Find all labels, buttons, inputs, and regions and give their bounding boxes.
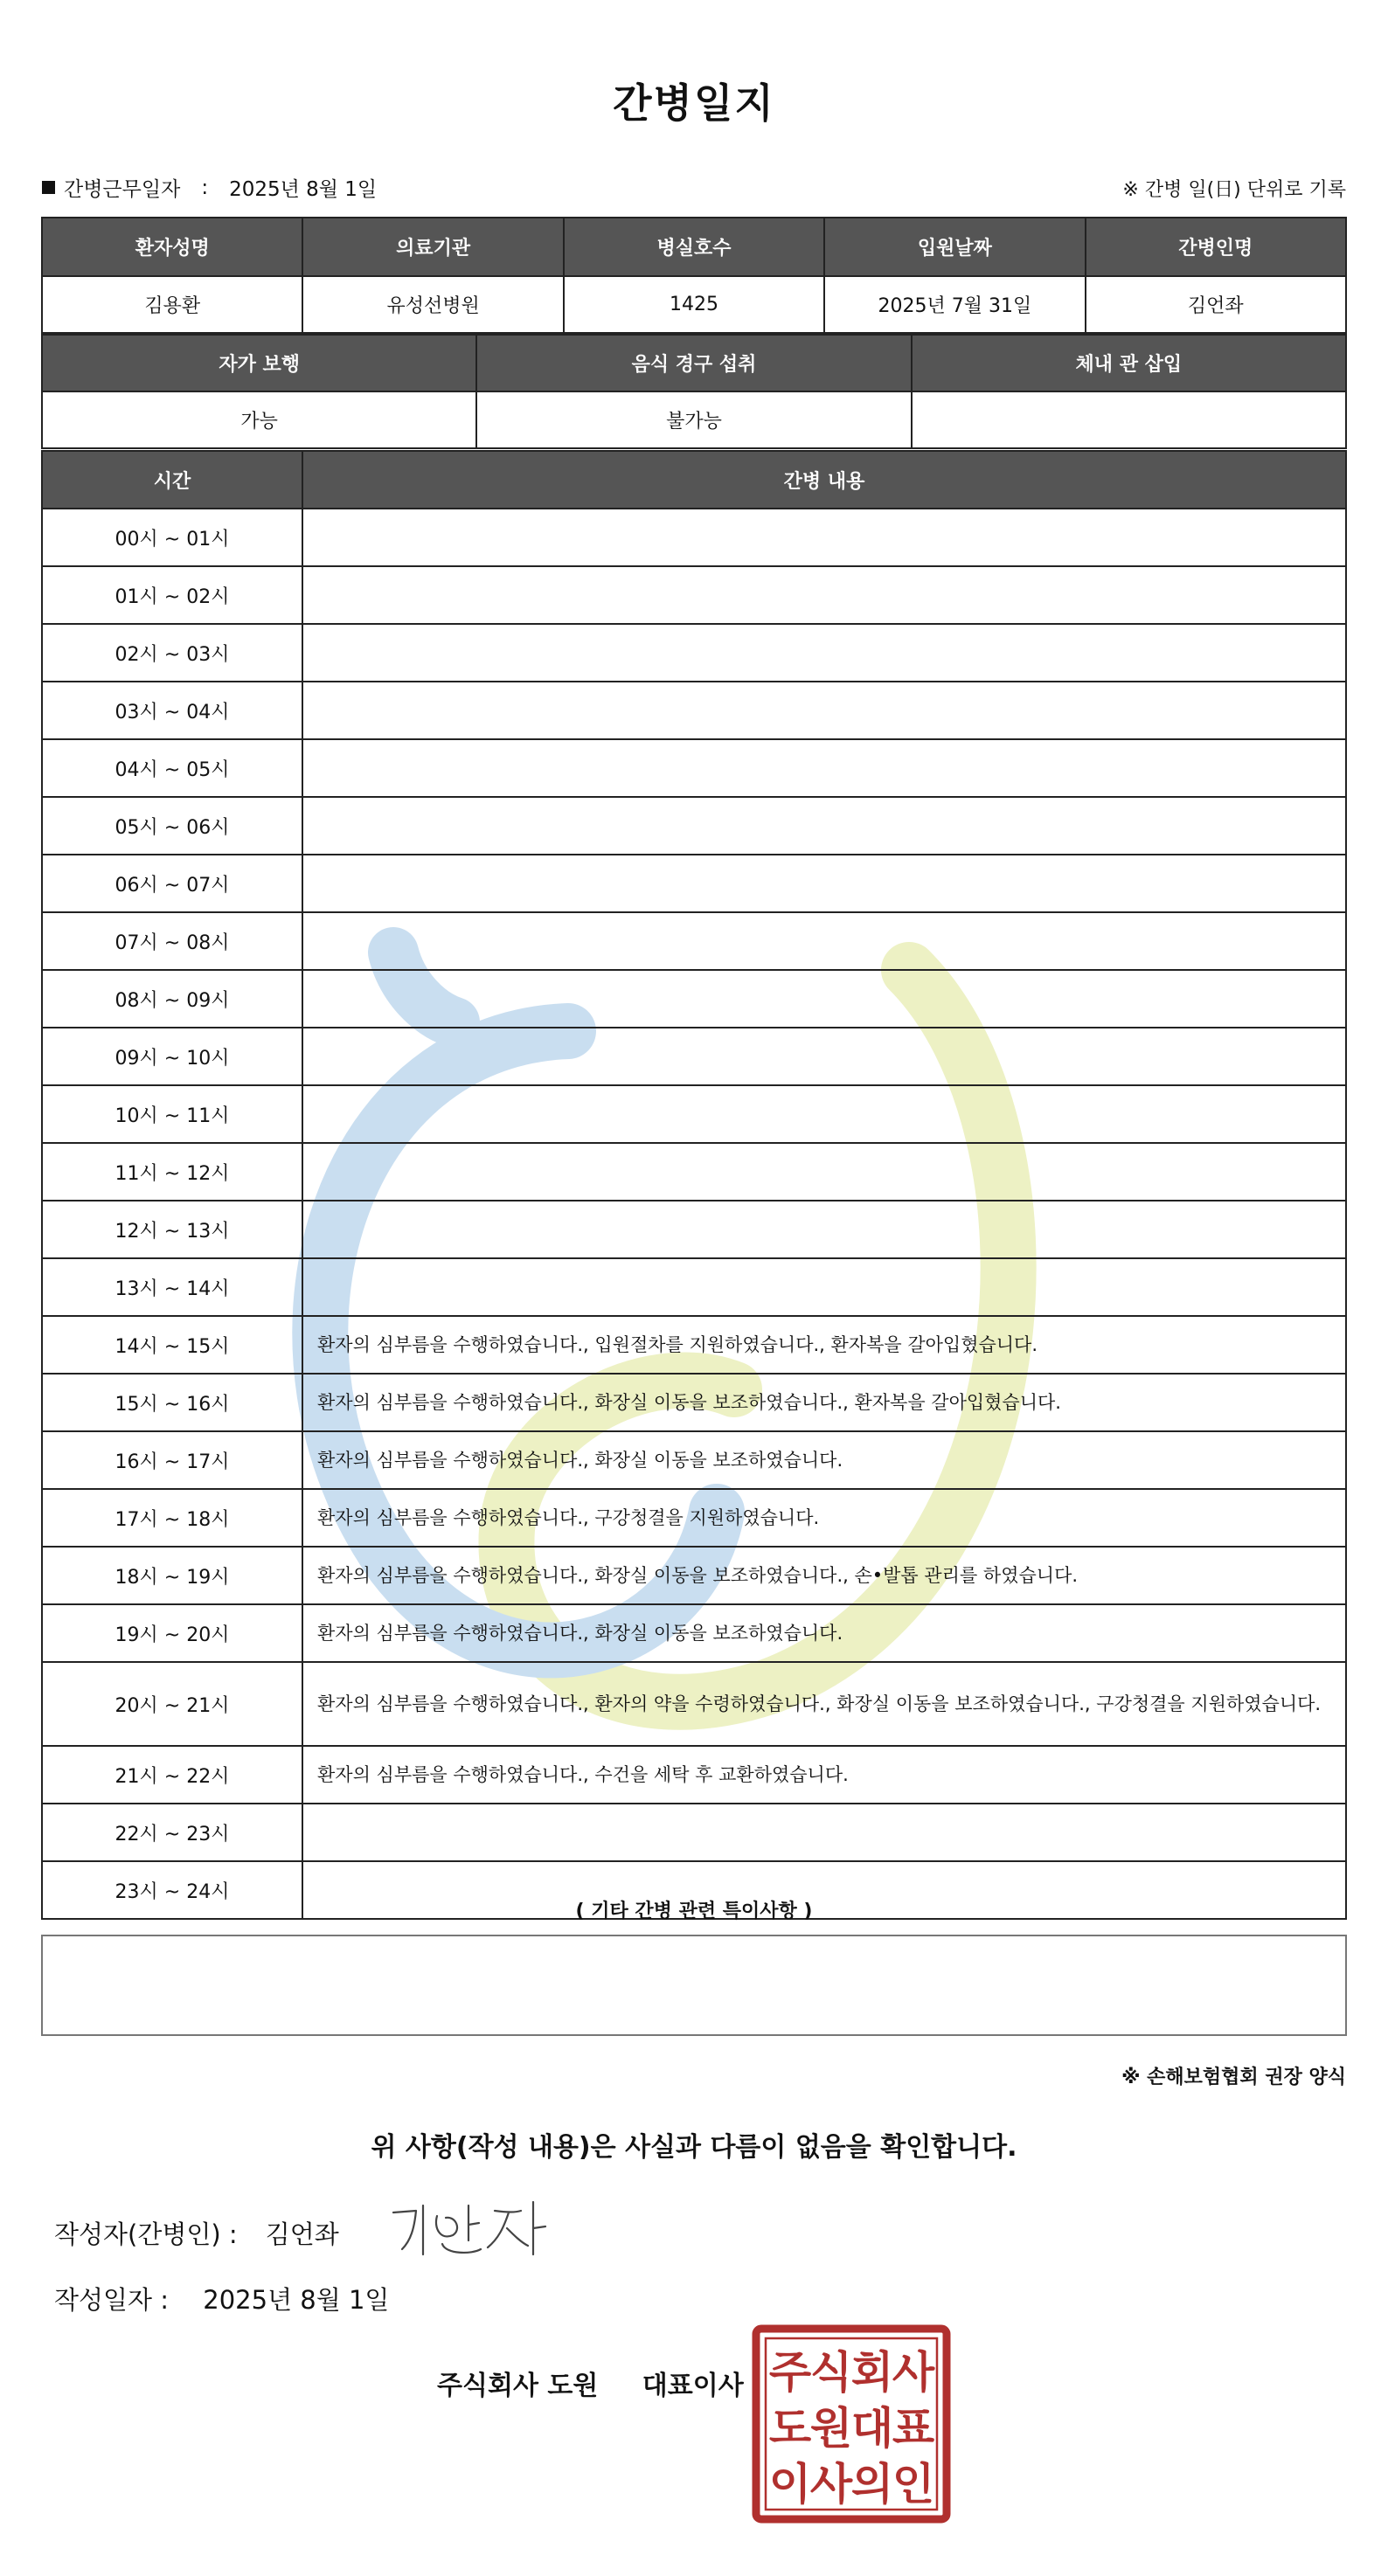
header-room: 병실호수 xyxy=(564,218,824,276)
log-time: 08시 ~ 09시 xyxy=(42,970,302,1028)
seal-glyph: 회 xyxy=(850,2347,894,2398)
log-row xyxy=(42,1316,1346,1374)
log-content: 환자의 심부름을 수행하였습니다., 수건을 세탁 후 교환하였습니다. xyxy=(302,1746,1346,1804)
log-time: 17시 ~ 18시 xyxy=(42,1489,302,1547)
writer-line xyxy=(54,2215,339,2251)
log-time: 23시 ~ 24시 xyxy=(42,1861,302,1919)
log-time: 04시 ~ 05시 xyxy=(42,739,302,797)
seal-glyph: 주 xyxy=(768,2347,812,2398)
log-time: 18시 ~ 19시 xyxy=(42,1547,302,1604)
walking-status: 가능 xyxy=(42,391,476,448)
log-row xyxy=(42,1143,1346,1201)
log-time: 01시 ~ 02시 xyxy=(42,566,302,624)
log-time: 21시 ~ 22시 xyxy=(42,1746,302,1804)
header-time: 시간 xyxy=(42,451,302,509)
remarks-title: ( 기타 간병 관련 특이사항 ) xyxy=(575,1901,813,1922)
written-date-label: 작성일자 : xyxy=(54,2285,170,2315)
header-hospital: 의료기관 xyxy=(302,218,563,276)
seal-glyph: 원 xyxy=(809,2403,853,2454)
tube-insertion-status xyxy=(912,391,1346,448)
log-time: 03시 ~ 04시 xyxy=(42,682,302,739)
status-value-row xyxy=(42,391,1346,448)
log-row xyxy=(42,855,1346,912)
writer-label: 작성자(간병인) : xyxy=(54,2219,238,2249)
seal-glyph: 의 xyxy=(850,2459,894,2510)
seal-glyph: 인 xyxy=(892,2459,935,2510)
log-row xyxy=(42,624,1346,682)
page-title: 간병일지 xyxy=(613,80,775,127)
log-content xyxy=(302,739,1346,797)
company-name: 주식회사 도원 xyxy=(437,2371,599,2401)
log-content: 환자의 심부름을 수행하였습니다., 화장실 이동을 보조하였습니다. xyxy=(302,1431,1346,1489)
header-care-content: 간병 내용 xyxy=(302,451,1346,509)
log-content xyxy=(302,682,1346,739)
log-content xyxy=(302,855,1346,912)
seal-glyph: 도 xyxy=(768,2403,812,2454)
log-time: 16시 ~ 17시 xyxy=(42,1431,302,1489)
log-content xyxy=(302,1085,1346,1143)
room-number: 1425 xyxy=(564,276,824,333)
log-content: 환자의 심부름을 수행하였습니다., 환자의 약을 수령하였습니다., 화장실 이동을 보조하였습니다., 구강청결을 지원하였습니다. xyxy=(302,1662,1346,1746)
patient-status-table xyxy=(41,334,1347,449)
log-time: 07시 ~ 08시 xyxy=(42,912,302,970)
log-row xyxy=(42,912,1346,970)
written-date-line xyxy=(54,2281,389,2316)
log-row xyxy=(42,1085,1346,1143)
log-row xyxy=(42,566,1346,624)
log-time: 09시 ~ 10시 xyxy=(42,1028,302,1085)
log-row xyxy=(42,1662,1346,1746)
log-content xyxy=(302,1804,1346,1861)
seal-glyph: 이 xyxy=(768,2459,812,2510)
writer-name: 김언좌 xyxy=(265,2219,339,2249)
form-note: ※ 손해보험협회 권장 양식 xyxy=(1121,2067,1346,2088)
log-header-row xyxy=(42,451,1346,509)
patient-value-row xyxy=(42,276,1346,333)
square-bullet-icon xyxy=(42,181,55,194)
company-line xyxy=(437,2364,744,2402)
caregiver-name: 김언좌 xyxy=(1086,276,1346,333)
log-content: 환자의 심부름을 수행하였습니다., 화장실 이동을 보조하였습니다., 손•발톱 관리를 하였습니다. xyxy=(302,1547,1346,1604)
log-time: 02시 ~ 03시 xyxy=(42,624,302,682)
log-time: 00시 ~ 01시 xyxy=(42,509,302,566)
log-content xyxy=(302,1028,1346,1085)
work-date-label: 간병근무일자 xyxy=(64,178,181,201)
patient-name: 김용환 xyxy=(42,276,302,333)
log-time: 05시 ~ 06시 xyxy=(42,797,302,855)
ceo-title: 대표이사 xyxy=(642,2371,744,2401)
work-date-value: 2025년 8월 1일 xyxy=(229,178,378,201)
admission-date: 2025년 7월 31일 xyxy=(824,276,1085,333)
header-tube-insertion: 체내 관 삽입 xyxy=(912,335,1346,391)
log-row xyxy=(42,1258,1346,1316)
log-content: 환자의 심부름을 수행하였습니다., 화장실 이동을 보조하였습니다., 환자복을 갈아입혔습니다. xyxy=(302,1374,1346,1431)
log-time: 10시 ~ 11시 xyxy=(42,1085,302,1143)
work-date xyxy=(42,173,377,202)
log-row xyxy=(42,509,1346,566)
seal-glyph: 식 xyxy=(809,2347,853,2398)
seal-glyph: 표 xyxy=(892,2403,935,2454)
log-time: 22시 ~ 23시 xyxy=(42,1804,302,1861)
log-time: 20시 ~ 21시 xyxy=(42,1662,302,1746)
log-time: 11시 ~ 12시 xyxy=(42,1143,302,1201)
log-row xyxy=(42,1804,1346,1861)
log-row xyxy=(42,1746,1346,1804)
unit-note: ※ 간병 일(日) 단위로 기록 xyxy=(1122,179,1346,201)
header-admission-date: 입원날짜 xyxy=(824,218,1085,276)
log-content: 환자의 심부름을 수행하였습니다., 구강청결을 지원하였습니다. xyxy=(302,1489,1346,1547)
log-content xyxy=(302,797,1346,855)
log-row xyxy=(42,1374,1346,1431)
seal-glyph: 사 xyxy=(809,2459,853,2510)
hospital: 유성선병원 xyxy=(302,276,563,333)
log-row xyxy=(42,1489,1346,1547)
remarks-box xyxy=(41,1935,1347,2036)
patient-info-table xyxy=(41,217,1347,334)
log-row xyxy=(42,1547,1346,1604)
seal-glyph: 대 xyxy=(850,2403,894,2454)
oral-intake-status: 불가능 xyxy=(476,391,911,448)
log-content xyxy=(302,509,1346,566)
seal-glyph: 사 xyxy=(892,2347,935,2398)
log-row xyxy=(42,1028,1346,1085)
header-patient-name: 환자성명 xyxy=(42,218,302,276)
log-time: 14시 ~ 15시 xyxy=(42,1316,302,1374)
log-content: 환자의 심부름을 수행하였습니다., 입원절차를 지원하였습니다., 환자복을 갈아입혔습니다. xyxy=(302,1316,1346,1374)
log-row xyxy=(42,682,1346,739)
signature xyxy=(385,2193,551,2261)
header-walking: 자가 보행 xyxy=(42,335,476,391)
log-time: 13시 ~ 14시 xyxy=(42,1258,302,1316)
log-content xyxy=(302,624,1346,682)
header-caregiver: 간병인명 xyxy=(1086,218,1346,276)
log-content xyxy=(302,566,1346,624)
patient-header-row xyxy=(42,218,1346,276)
log-row xyxy=(42,797,1346,855)
work-date-separator: : xyxy=(201,176,209,199)
log-content xyxy=(302,912,1346,970)
log-content xyxy=(302,1201,1346,1258)
log-time: 19시 ~ 20시 xyxy=(42,1604,302,1662)
log-content xyxy=(302,970,1346,1028)
log-row xyxy=(42,739,1346,797)
status-header-row xyxy=(42,335,1346,391)
log-time: 12시 ~ 13시 xyxy=(42,1201,302,1258)
written-date: 2025년 8월 1일 xyxy=(203,2285,390,2315)
log-time: 15시 ~ 16시 xyxy=(42,1374,302,1431)
confirmation-statement: 위 사항(작성 내용)은 사실과 다름이 없음을 확인합니다. xyxy=(371,2132,1017,2163)
company-seal xyxy=(752,2324,951,2524)
log-content: 환자의 심부름을 수행하였습니다., 화장실 이동을 보조하였습니다. xyxy=(302,1604,1346,1662)
log-row xyxy=(42,1604,1346,1662)
log-row xyxy=(42,1431,1346,1489)
log-time: 06시 ~ 07시 xyxy=(42,855,302,912)
log-row xyxy=(42,1201,1346,1258)
log-row xyxy=(42,970,1346,1028)
care-log-table xyxy=(41,450,1347,1920)
log-content xyxy=(302,1143,1346,1201)
header-oral-intake: 음식 경구 섭취 xyxy=(476,335,911,391)
log-content xyxy=(302,1258,1346,1316)
